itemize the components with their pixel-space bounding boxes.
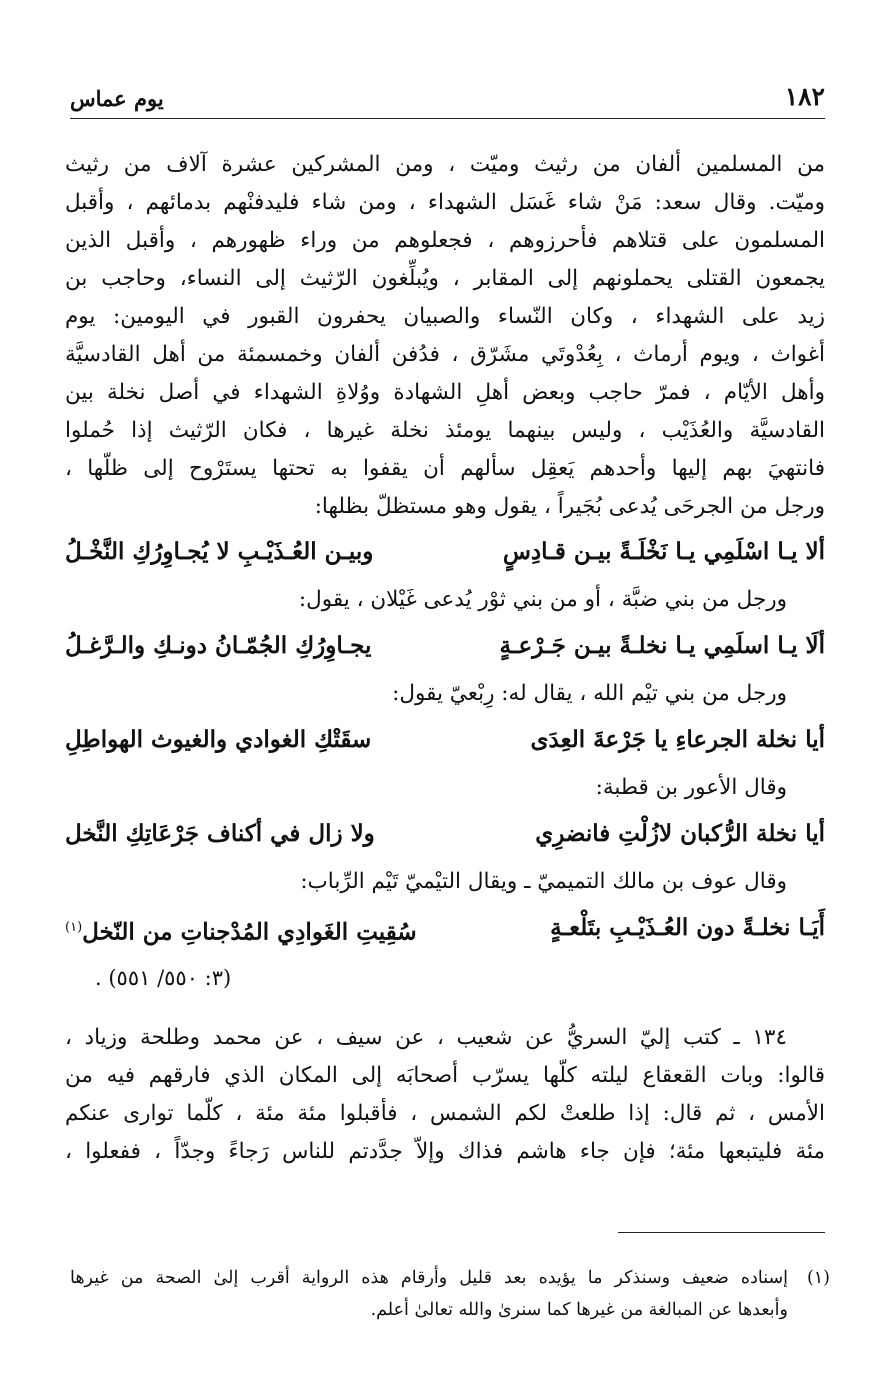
- verse-first-hemistich: ألَا يـا اسلَمِي يـا نخلـةً بيـن جَـرْعـةٍ: [499, 632, 825, 659]
- footnote-line: وأبعدها عن المبالغة من غيرها كما سنرىٰ والله تعالىٰ أعلم.: [370, 1300, 788, 1320]
- text-line: قالوا: وبات القعقاع ليلته كلّها يسرّب أصحابَه إلى المكان الذي فارقهم فيه من: [65, 1062, 825, 1088]
- verse-intro: وقال عوف بن مالك التميميّ ـ ويقال التيْميّ تَيْم الرِّباب:: [300, 869, 787, 894]
- verse-intro: وقال الأعور بن قطبة:: [595, 775, 787, 800]
- verse-text: سُقِيتِ الغَوادِي المُدْجناتِ من النّخل: [82, 918, 417, 946]
- verse-first-hemistich: أَيَـا نخلـةً دون العُـذَيْـبِ بتَلْعـةٍ: [550, 914, 825, 941]
- page-header: [70, 82, 825, 116]
- main-text: [65, 146, 825, 1171]
- text-line: وأهل الأيّام ، فمرّ حاجب وبعض أهلِ الشهادة ووُلاةِ الشهداء في أصل نخلة بين: [65, 380, 825, 405]
- page-number: ١٨٢: [784, 82, 825, 111]
- verse-first-hemistich: أيا نخلة الرُّكبان لازُلْتِ فانضرِي: [535, 820, 825, 847]
- running-title: يوم عماس: [70, 86, 164, 111]
- verse-second-hemistich: وبيـن العُـذَيْـبِ لا يُجـاوِرُكِ النَّخْـلُ: [65, 538, 374, 565]
- footnote-rule: [618, 1232, 825, 1233]
- text-line: فانتهيَ بهم إليها وأحدهم يَعقِل سألهم أن يقفوا به تحتها يستَرْوح إلى ظلّها ،: [65, 456, 825, 481]
- verse-2: [65, 624, 825, 668]
- footnote-text: إسناده ضعيف وسنذكر ما يؤيده بعد قليل وأرقام هذه الرواية أقرب إلىٰ الصحة من غيرها: [70, 1268, 788, 1288]
- header-rule: [70, 118, 825, 119]
- footnote-number: (١): [806, 1268, 830, 1288]
- verse-intro: ورجل من بني ضبَّة ، أو من بني ثوْر يُدعى غَيْلان ، يقول:: [298, 587, 787, 612]
- verse-3: [65, 718, 825, 762]
- text-line: زيد على الشهداء ، وكان النّساء والصبيان يحفرون القبور في اليومين: يوم: [65, 304, 825, 329]
- text-line: الأمس ، ثم قال: إذا طلعتْ لكم الشمس ، فأقبلوا مئة مئة ، كلّما توارى عنكم: [65, 1100, 825, 1126]
- footnote: [70, 1262, 830, 1326]
- paragraph-1: [65, 146, 825, 526]
- text-line: ورجل من الجرحَى يُدعى بُجَيراً ، يقول وهو مستظلّ بظلها:: [314, 494, 825, 519]
- verse-second-hemistich: [65, 906, 417, 955]
- text-line: وميّت. وقال سعد: مَنْ شاء غَسَل الشهداء ، ومن شاء فليدفنْهم بدمائهم ، وأقبل: [65, 190, 825, 215]
- verse-5: [65, 906, 825, 955]
- text-line: مئة فليتبعها مئة؛ فإن جاء هاشم فذاك وإلاّ جدَّدتم للناس رَجاءً وجدّاً ، ففعلوا ،: [65, 1138, 825, 1164]
- verse-first-hemistich: أيا نخلة الجرعاءِ يا جَرْعةَ العِدَى: [530, 726, 825, 753]
- verse-second-hemistich: يجـاوِرُكِ الجُمّـانُ دونـكِ والـرَّغـلُ: [65, 632, 372, 659]
- footnote-marker: (١): [65, 920, 83, 935]
- verse-intro: ورجل من بني تيْم الله ، يقال له: رِبْعيّ يقول:: [392, 681, 787, 706]
- paragraph-2: [65, 1019, 825, 1171]
- text-line: من المسلمين ألفان من رثيث وميّت ، ومن المشركين عشرة آلاف من رثيث: [65, 152, 825, 177]
- footnote-line: [70, 1262, 830, 1294]
- text-line: أغواث ، ويوم أرماث ، بِعُدْوتَي مشَرّق ، فدُفن ألفان وخمسمئة من أهل القادسيَّة: [65, 342, 825, 367]
- verse-4: [65, 812, 825, 856]
- text-line: ١٣٤ ـ كتب إليّ السريُّ عن شعيب ، عن سيف ، عن محمد وطلحة وزياد ،: [65, 1024, 787, 1050]
- verse-second-hemistich: ولا زال في أكناف جَرْعَاتِكِ النَّخل: [65, 820, 375, 847]
- verse-1: [65, 530, 825, 574]
- text-line: يجمعون القتلى يحملونهم إلى المقابر ، ويُبلِّغون الرّثيث إلى النساء، وحاجب بن: [65, 266, 825, 291]
- text-line: المسلمون على قتلاهم فأحرزوهم ، فجعلوهم من وراء ظهورهم ، وأقبل الذين: [65, 228, 825, 253]
- text-line: القادسيَّة والعُذَيْب ، وليس بينهما يومئذ نخلة غيرها ، فكان الرّثيث إذا حُملوا: [65, 418, 825, 443]
- verse-first-hemistich: ألا يـا اسْلَمِي يـا نَخْلَـةً بيـن قـادِسٍ: [502, 538, 825, 565]
- source-reference: (٣: ٥٥٠/ ٥٥١) .: [95, 965, 232, 990]
- verse-second-hemistich: سقَتْكِ الغوادي والغيوث الهواطِلِ: [65, 726, 372, 753]
